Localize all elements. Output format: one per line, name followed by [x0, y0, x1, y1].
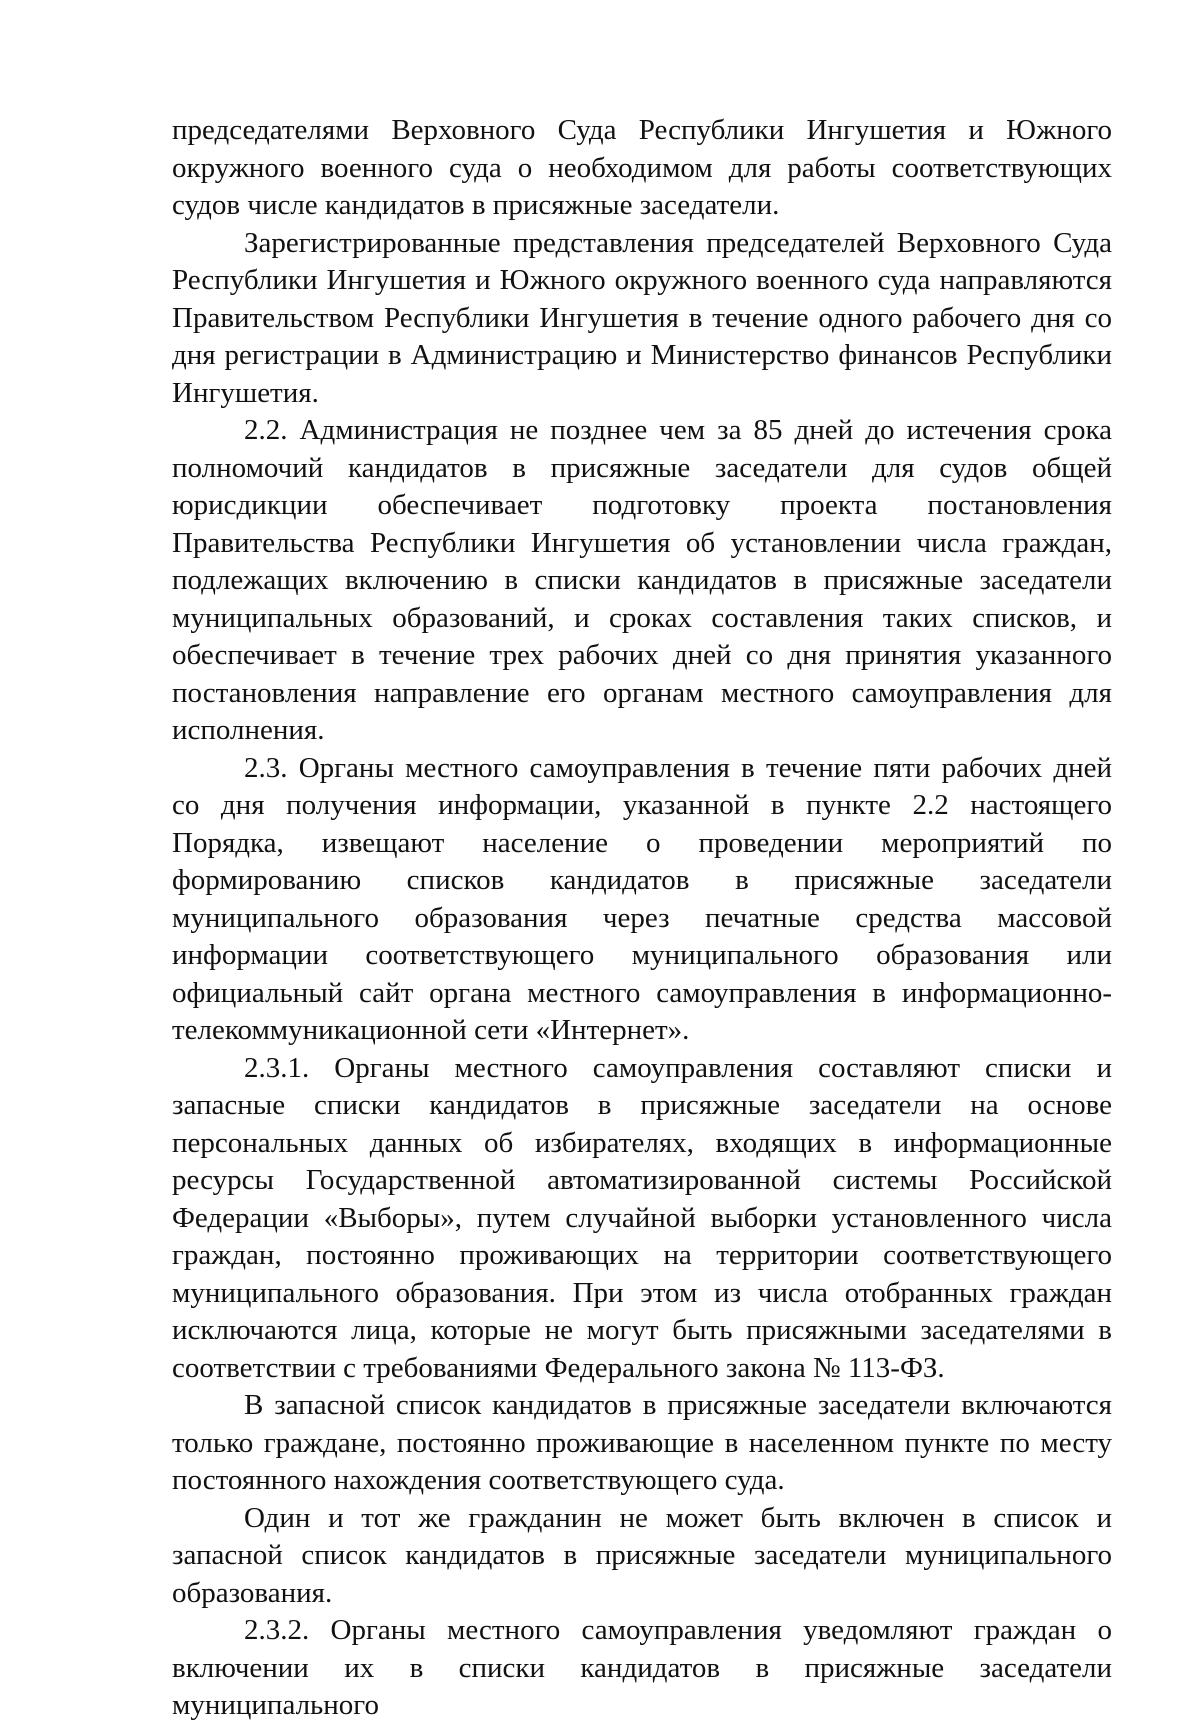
paragraph-single-inclusion: Один и тот же гражданин не может быть включен в список и запасной список кандидатов в присяжные заседатели муниципального образования. [172, 1501, 1112, 1609]
paragraph-reserve-list: В запасной список кандидатов в присяжные заседатели включаются только граждане, постоянно проживающие в населенном пункте по месту постоянного нахождения соответствующего суда. [172, 1389, 1112, 1496]
paragraph-continuation: председателями Верховного Суда Республики Ингушетия и Южного окружного военного суда о необходимом для работы соответствующих судов числе кандидатов в присяжные заседатели. [172, 114, 1112, 221]
document-body [172, 112, 1112, 1725]
paragraph-registered-submissions: Зарегистрированные представления председателей Верховного Суда Республики Ингушетия и Южного окружного военного суда направляются Правительством Республики Ингушетия в течение одного рабочего дня со дня регистрации в Администрацию и Министерство финансов Республики Ингушетия. [172, 226, 1112, 409]
paragraph-2-3-1: 2.3.1. Органы местного самоуправления составляют списки и запасные списки кандидатов в присяжные заседатели на основе персональных данных об избирателях, входящих в информационные ресурсы Государственной автоматизированной системы Российской Федерации «Выборы», путем случайной выборки установленного числа граждан, постоянно проживающих на территории соответствующего муниципального образования. При этом из числа отобранных граждан исключаются лица, которые не могут быть присяжными заседателями в соответствии с требованиями Федерального закона № 113-ФЗ. [172, 1051, 1112, 1384]
paragraph-2-2: 2.2. Администрация не позднее чем за 85 дней до истечения срока полномочий кандидатов в присяжные заседатели для судов общей юрисдикции обеспечивает подготовку проекта постановления Правительства Республики Ингушетия об установлении числа граждан, подлежащих включению в списки кандидатов в присяжные заседатели муниципальных образований, и сроках составления таких списков, и обеспечивает в течение трех рабочих дней со дня принятия указанного постановления направление его органам местного самоуправления для исполнения. [172, 414, 1112, 746]
paragraph-2-3-2: 2.3.2. Органы местного самоуправления уведомляют граждан о включении их в списки кандидатов в присяжные заседатели муниципального [172, 1614, 1112, 1721]
paragraph-2-3: 2.3. Органы местного самоуправления в течение пяти рабочих дней со дня получения информации, указанной в пункте 2.2 настоящего Порядка, извещают население о проведении мероприятий по формированию списков кандидатов в присяжные заседатели муниципального образования через печатные средства массовой информации соответствующего муниципального образования или официальный сайт органа местного самоуправления в информационно-телекоммуникационной сети «Интернет». [172, 751, 1112, 1046]
